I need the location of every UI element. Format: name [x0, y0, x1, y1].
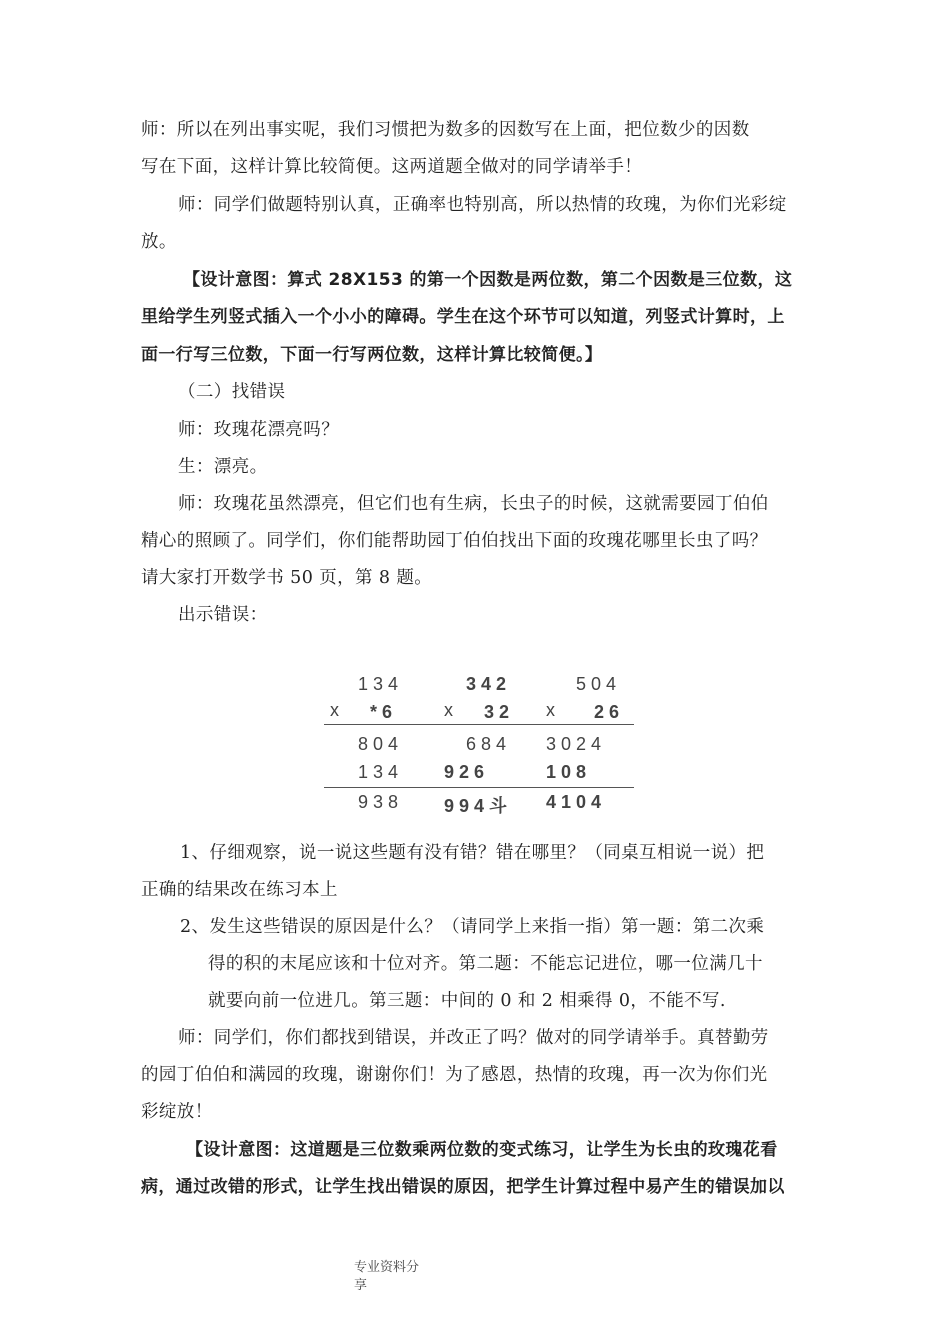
design-intent: 病，通过改错的形式，让学生找出错误的原因，把学生计算过程中易产生的错误加以 [141, 1177, 785, 1197]
list-item: 1、仔细观察，说一说这些题有没有错？错在哪里？（同桌互相说一说）把 [180, 843, 765, 863]
section-heading: （二）找错误 [178, 382, 286, 402]
calc3-partial2: 1 0 8 [546, 762, 587, 782]
paragraph: 出示错误： [178, 605, 268, 625]
design-intent: 【设计意图：这道题是三位数乘两位数的变式练习，让学生为长虫的玫瑰花看 [186, 1140, 778, 1160]
paragraph: 师：玫瑰花虽然漂亮，但它们也有生病，长虫子的时候，这就需要园丁伯伯 [178, 494, 769, 514]
list-item: 得的积的末尾应该和十位对齐。第二题：不能忘记进位，哪一位满几十 [208, 954, 763, 974]
calc2-multiplicand: 3 4 2 [466, 674, 507, 694]
calc1-partial2: 1 3 4 [358, 762, 399, 782]
calc2-multiplier: 3 2 [484, 702, 510, 722]
list-item: 2、发生这些错误的原因是什么？（请同学上来指一指）第一题：第二次乘 [180, 917, 765, 937]
calc1-result: 9 3 8 [358, 792, 399, 812]
calc1-partial1: 8 0 4 [358, 734, 399, 754]
paragraph: 师：所以在列出事实呢，我们习惯把为数多的因数写在上面，把位数少的因数 [141, 120, 750, 140]
calc2-partial2: 9 2 6 [444, 762, 485, 782]
paragraph: 精心的照顾了。同学们，你们能帮助园丁伯伯找出下面的玫瑰花哪里长虫了吗？ [141, 531, 768, 551]
calc3-multiplier: 2 6 [594, 702, 620, 722]
paragraph: 师：同学们，你们都找到错误，并改正了吗？做对的同学请举手。真替勤劳 [178, 1028, 769, 1048]
paragraph: 放。 [141, 232, 177, 252]
calc1-operator: x [330, 700, 339, 720]
calc2-partial1: 6 8 4 [466, 734, 507, 754]
design-intent: 里给学生列竖式插入一个小小的障碍。学生在这个环节可以知道，列竖式计算时，上 [141, 307, 785, 327]
paragraph: 师：同学们做题特别认真，正确率也特别高，所以热情的玫瑰，为你们光彩绽 [178, 195, 787, 215]
footer-line: 享 [354, 1278, 368, 1293]
calc3-partial1: 3 0 2 4 [546, 734, 602, 754]
calc-divider [324, 787, 634, 788]
calc-divider [324, 724, 634, 725]
calc3-operator: x [546, 700, 555, 720]
list-item: 就要向前一位进几。第三题：中间的 0 和 2 相乘得 0，不能不写. [208, 991, 726, 1011]
paragraph: 生：漂亮。 [178, 457, 268, 477]
paragraph: 的园丁伯伯和满园的玫瑰，谢谢你们！为了感恩，热情的玫瑰，再一次为你们光 [141, 1065, 768, 1085]
design-intent: 【设计意图：算式 28X153 的第一个因数是两位数，第二个因数是三位数，这 [183, 270, 793, 290]
calc3-result: 4 1 0 4 [546, 792, 602, 812]
list-item: 正确的结果改在练习本上 [141, 880, 338, 900]
calc3-multiplicand: 5 0 4 [576, 674, 617, 694]
paragraph: 彩绽放！ [141, 1102, 213, 1122]
calc1-multiplicand: 1 3 4 [358, 674, 399, 694]
calc1-multiplier: * 6 [370, 702, 393, 722]
paragraph: 写在下面，这样计算比较简便。这两道题全做对的同学请举手！ [141, 157, 643, 177]
paragraph: 师：玫瑰花漂亮吗？ [178, 420, 340, 440]
footer-line: 专业资料分 [354, 1260, 420, 1275]
design-intent: 面一行写三位数，下面一行写两位数，这样计算比较简便。】 [141, 345, 603, 365]
calc2-result: 9 9 4 斗 [444, 796, 508, 816]
paragraph: 请大家打开数学书 50 页，第 8 题。 [141, 568, 433, 588]
calc2-operator: x [444, 700, 453, 720]
